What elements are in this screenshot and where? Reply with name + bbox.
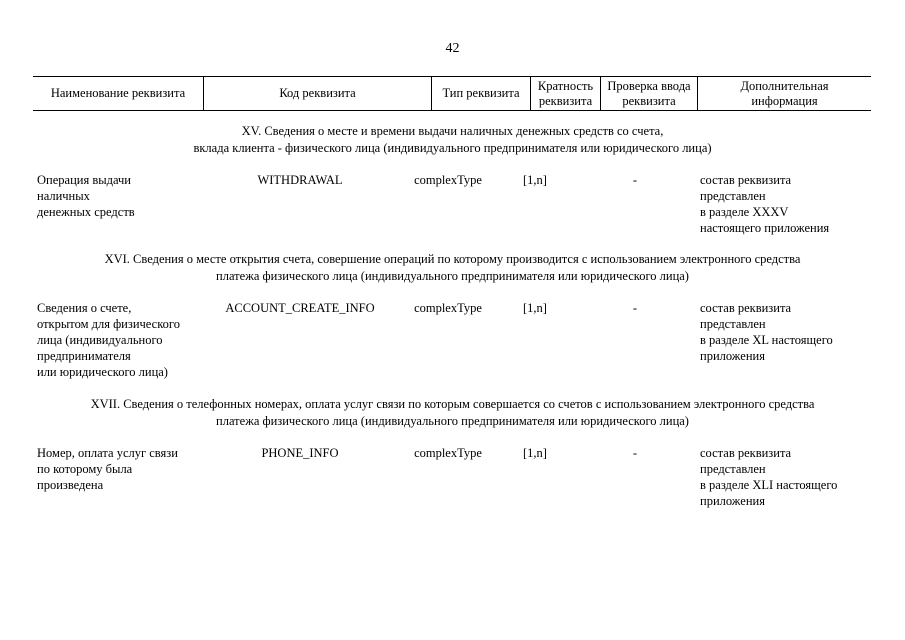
- header-name: Наименование реквизита: [50, 86, 186, 100]
- row-multiplicity: [1,n]: [523, 301, 547, 315]
- section-title-xvii: XVII. Сведения о телефонных номерах, оплата услуг связи по которым совершается со счетов с использованием электронного средства платежа физического лица (индивидуального предпринимателя или юридического лица): [90, 397, 815, 428]
- row-info: состав реквизита представлен в разделе XL настоящего приложения: [700, 301, 833, 363]
- row-info: состав реквизита представлен в разделе XLI настоящего приложения: [700, 446, 838, 508]
- row-info: состав реквизита представлен в разделе XXXV настоящего приложения: [700, 173, 830, 235]
- page-number: 42: [445, 41, 460, 56]
- row-code: WITHDRAWAL: [257, 173, 343, 187]
- row-check: -: [632, 446, 638, 460]
- header-additional-info: Дополнительная информация: [697, 77, 871, 110]
- row-type: complexType: [414, 301, 482, 315]
- row-multiplicity: [1,n]: [523, 173, 547, 187]
- header-type: Тип реквизита: [431, 77, 530, 110]
- row-code: ACCOUNT_CREATE_INFO: [225, 301, 375, 315]
- header-code: Код реквизита: [203, 77, 431, 110]
- header-multiplicity: Кратность реквизита: [530, 77, 600, 110]
- section-title-xvi: XVI. Сведения о месте открытия счета, совершение операций по которому производится с использованием электронного средства платежа физического лица (индивидуального предпринимателя или юридического лица): [104, 252, 801, 283]
- row-name: Номер, оплата услуг связи по которому была произведена: [37, 446, 178, 492]
- row-name: Операция выдачи наличных денежных средств: [37, 173, 135, 219]
- header-input-check: Проверка ввода реквизита: [600, 77, 697, 110]
- row-type: complexType: [414, 173, 482, 187]
- table-header: [33, 76, 871, 111]
- row-check: -: [632, 173, 638, 187]
- row-name: Сведения о счете, открытом для физического лица (индивидуального предпринимателя или юридического лица): [37, 301, 180, 379]
- row-type: complexType: [414, 446, 482, 460]
- row-multiplicity: [1,n]: [523, 446, 547, 460]
- section-title-xv: XV. Сведения о месте и времени выдачи наличных денежных средств со счета, вклада клиента - физического лица (индивидуального предпринимателя или юридического лица): [193, 124, 712, 155]
- row-check: -: [632, 301, 638, 315]
- row-code: PHONE_INFO: [261, 446, 339, 460]
